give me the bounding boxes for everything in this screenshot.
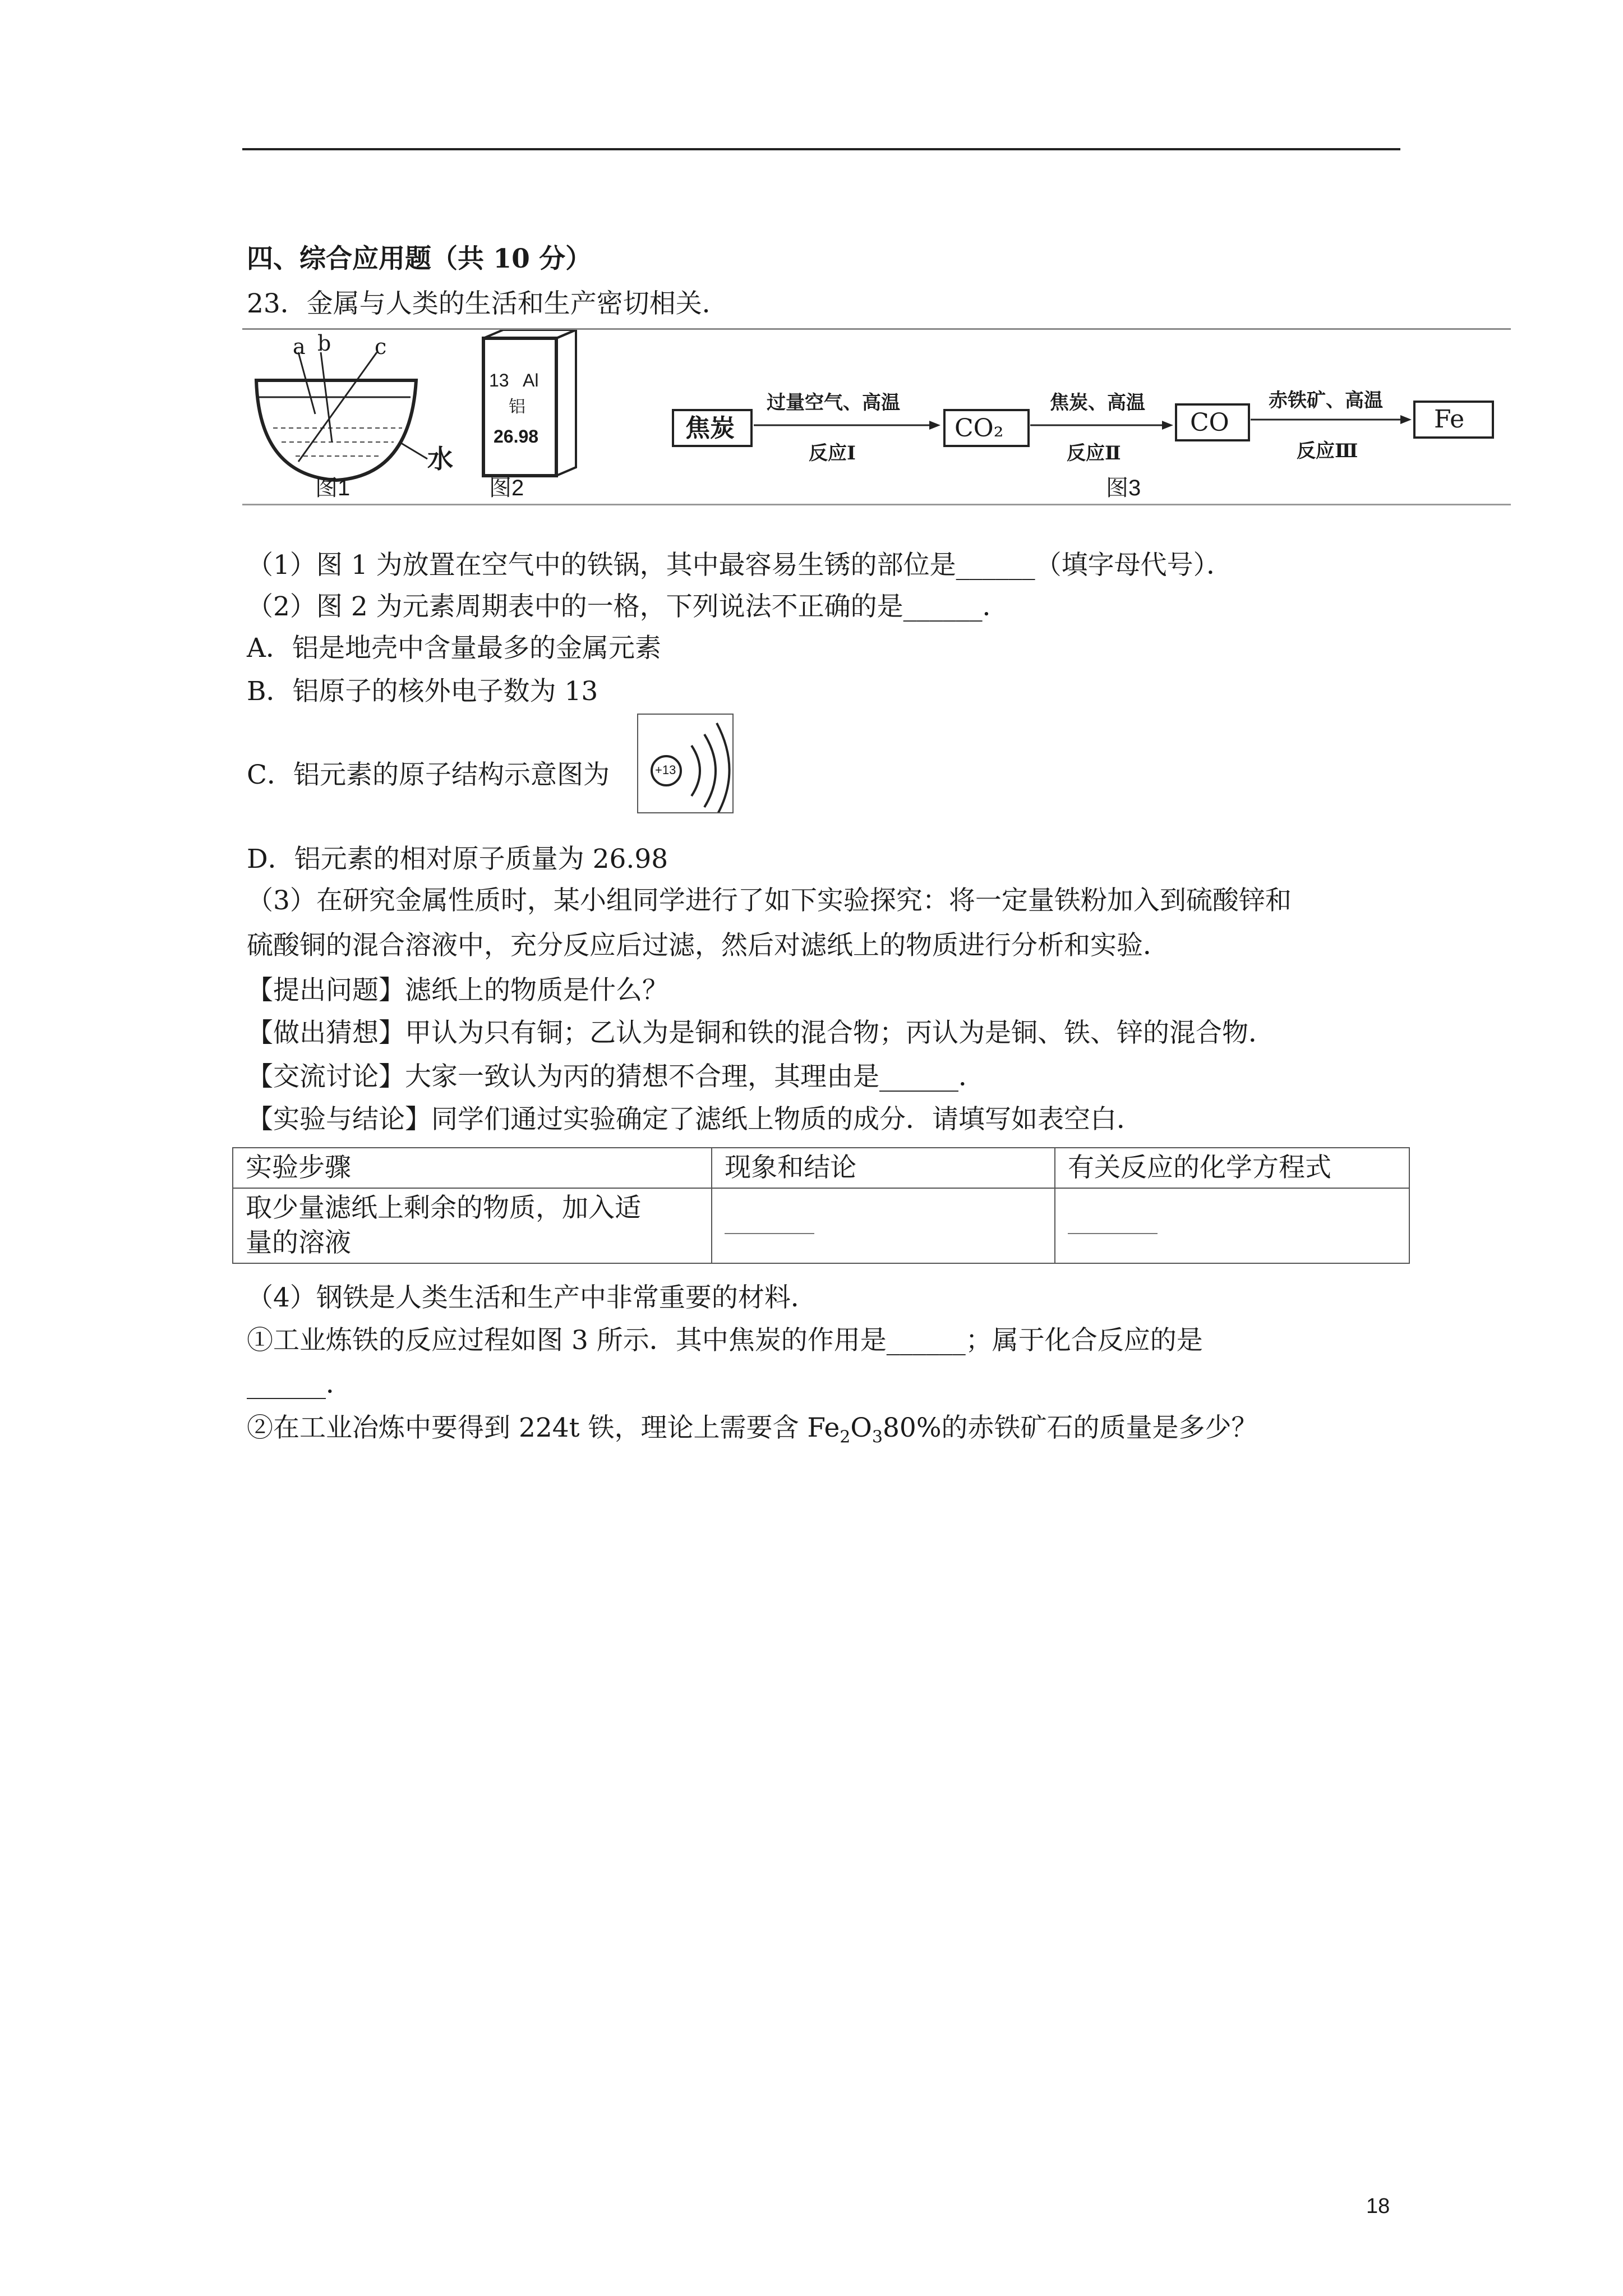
part-4-2-pre: ②在工业冶炼中要得到 224t 铁，理论上需要含 Fe [247,1412,840,1443]
fig3-node-coke: 焦炭 [685,414,735,443]
table-header-cell: 现象和结论 [712,1148,1055,1188]
fig1-label-c: c [375,334,387,359]
part-3-line-2: 硫酸铜的混合溶液中，充分反应后过滤，然后对滤纸上的物质进行分析和实验． [247,930,1169,961]
fig1-water-label: 水 [427,444,453,474]
experiment-conclusion: 【实验与结论】同学们通过实验确定了滤纸上物质的成分．请填写如表空白． [247,1104,1143,1135]
step-line-1: 取少量滤纸上剩余的物质，加入适 [246,1193,641,1223]
fig2-symbol: Al [523,370,539,390]
fig3-cond-2: 焦炭、高温 [1050,392,1145,414]
table-cell-phenomenon[interactable] [712,1188,1055,1263]
fig1-wok [256,352,427,480]
page-number: 18 [1366,2194,1390,2218]
make-guess: 【做出猜想】甲认为只有铜；乙认为是铜和铁的混合物；丙认为是铜、铁、锌的混合物． [247,1018,1275,1048]
table-header-cell: 有关反应的化学方程式 [1055,1148,1409,1188]
table-header-row [233,1148,1409,1188]
header-rule [242,148,1400,150]
part-2: （2）图 2 为元素周期表中的一格，下列说法不正确的是______． [247,591,1009,622]
part-4-1-line-2: ______． [247,1369,352,1400]
nucleus-label: +13 [655,763,676,777]
table-cell-step [233,1188,712,1263]
option-b: B．铝原子的核外电子数为 13 [247,676,598,707]
subscript-2: 2 [840,1427,851,1447]
fig2-mass: 26.98 [494,426,539,447]
fig3-node-fe: Fe [1434,405,1465,434]
part-4-2 [247,1411,1257,1454]
fig3-caption: 图3 [1106,476,1141,500]
figure-strip [242,328,1511,505]
option-a: A．铝是地壳中含量最多的金属元素 [247,633,661,664]
part-1: （1）图 1 为放置在空气中的铁锅，其中最容易生锈的部位是______（填字母代号）． [247,550,1233,581]
fig3-node-co: CO [1190,408,1229,437]
discussion: 【交流讨论】大家一致认为丙的猜想不合理，其理由是______． [247,1061,985,1092]
part-4-2-mid: O [850,1412,872,1443]
fig1-label-a: a [293,334,306,359]
fig2-element-cell [483,330,576,476]
part-4-2-post: 80%的赤铁矿石的质量是多少？ [883,1412,1258,1443]
question-stem: 23．金属与人类的生活和生产密切相关． [247,288,728,319]
step-line-2: 量的溶液 [246,1227,351,1258]
option-d: D．铝元素的相对原子质量为 26.98 [247,844,668,875]
part-4-1-line-1: ①工业炼铁的反应过程如图 3 所示．其中焦炭的作用是______；属于化合反应的是 [247,1325,1203,1356]
table-header-cell: 实验步骤 [233,1148,712,1188]
fig2-name: 铝 [509,397,525,417]
fig1-caption: 图1 [315,476,351,500]
option-c: C．铝元素的原子结构示意图为 [247,760,610,790]
fig1-label-b: b [317,331,331,356]
subscript-3: 3 [872,1427,883,1447]
section-title: 四、综合应用题（共 10 分） [247,243,592,274]
fig3-reaction-3: 反应Ⅲ [1297,440,1358,462]
answer-blank[interactable] [1068,1216,1158,1234]
aluminum-atom-diagram [637,714,734,813]
part-3-line-1: （3）在研究金属性质时，某小组同学进行了如下实验探究：将一定量铁粉加入到硫酸锌和 [247,885,1292,916]
experiment-table [232,1147,1410,1264]
fig3-reaction-2: 反应Ⅱ [1067,442,1121,464]
fig2-atomic-number: 13 [489,370,509,390]
fig3-reaction-1: 反应Ⅰ [809,442,856,464]
part-4: （4）钢铁是人类生活和生产中非常重要的材料． [247,1282,817,1313]
table-cell-equation[interactable] [1055,1188,1409,1263]
fig3-cond-1: 过量空气、高温 [767,392,900,414]
table-row [233,1188,1409,1263]
answer-blank[interactable] [725,1216,814,1234]
fig3-cond-3: 赤铁矿、高温 [1269,389,1383,412]
fig3-node-co2: CO₂ [955,414,1004,443]
fig2-caption: 图2 [489,476,524,500]
ask-question: 【提出问题】滤纸上的物质是什么？ [247,975,668,1006]
